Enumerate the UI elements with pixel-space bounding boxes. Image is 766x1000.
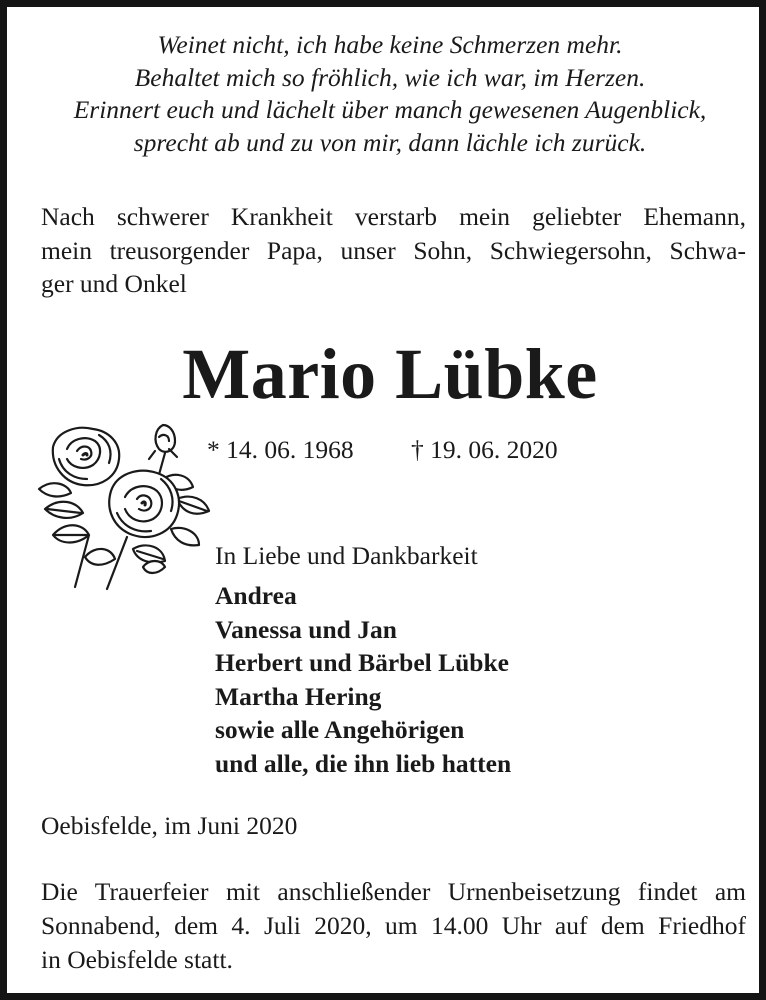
poem-line: sprecht ab und zu von mir, dann lächle ich zurück.	[133, 127, 647, 157]
funeral-line: Sonnabend, dem 4. Juli 2020, um 14.00 Uhr auf dem Friedhof	[41, 911, 746, 940]
mourner-name: Andrea	[215, 581, 297, 610]
funeral-line: in Oebisfelde statt.	[41, 945, 233, 974]
mourner-name: Herbert und Bärbel Lübke	[215, 648, 509, 678]
roses-icon	[37, 417, 217, 592]
poem-line: Erinnert euch und lächelt über manch gewesenen Augenblick,	[73, 95, 707, 124]
memorial-poem	[27, 29, 753, 159]
mourner-name: und alle, die ihn lieb hatten	[215, 748, 512, 778]
poem-line: Weinet nicht, ich habe keine Schmerzen mehr.	[157, 30, 623, 59]
birth-date: * 14. 06. 1968	[207, 435, 354, 464]
death-announcement	[41, 200, 746, 301]
announcement-line: Nach schwerer Krankheit verstarb mein geliebter Ehemann,	[41, 202, 746, 231]
mourner-name: Vanessa und Jan	[215, 614, 397, 644]
funeral-line: Die Trauerfeier mit anschließender Urnenbeisetzung findet am	[41, 877, 746, 906]
deceased-name: Mario Lübke	[182, 334, 598, 414]
mourner-name: sowie alle Angehörigen	[215, 715, 465, 745]
announcement-line: ger und Onkel	[41, 269, 187, 298]
poem-line: Behaltet mich so fröhlich, wie ich war, im Herzen.	[134, 62, 646, 92]
mourner-name: Martha Hering	[215, 681, 382, 711]
death-date: † 19. 06. 2020	[411, 435, 558, 464]
thanks-line: In Liebe und Dankbarkeit	[215, 541, 478, 570]
mourners-list	[215, 579, 511, 781]
announcement-line: mein treusorgender Papa, unser Sohn, Schwiegersohn, Schwa-	[41, 235, 746, 265]
place-and-date: Oebisfelde, im Juni 2020	[41, 811, 298, 840]
funeral-notice	[41, 875, 746, 977]
